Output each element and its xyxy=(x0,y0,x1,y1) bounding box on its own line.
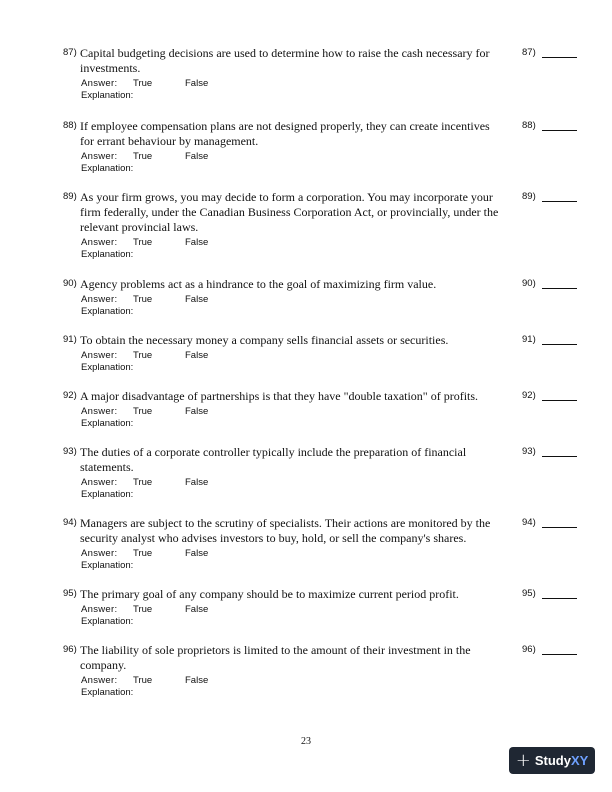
explanation-label: Explanation: xyxy=(81,90,134,101)
blank-line[interactable] xyxy=(542,47,577,58)
studyxy-logo[interactable] xyxy=(509,747,595,774)
question-text: Capital budgeting decisions are used to determine how to raise the cash necessary for investments. xyxy=(80,46,490,75)
option-false[interactable]: False xyxy=(185,548,209,559)
page-number: 23 xyxy=(301,736,311,747)
question-88 xyxy=(63,119,583,175)
answer-row xyxy=(81,604,583,616)
option-true[interactable]: True xyxy=(133,294,153,305)
option-true[interactable]: True xyxy=(133,406,153,417)
explanation-label: Explanation: xyxy=(81,418,134,429)
answer-row xyxy=(81,675,583,687)
question-text: The duties of a corporate controller typically include the preparation of financial statements. xyxy=(80,445,467,474)
blank-line[interactable] xyxy=(542,644,577,655)
question-94 xyxy=(63,516,583,572)
answer-row xyxy=(81,294,583,306)
answer-blank[interactable] xyxy=(522,390,577,401)
answer-label: Answer: xyxy=(81,78,118,89)
answer-blank[interactable] xyxy=(522,517,577,528)
option-false[interactable]: False xyxy=(185,477,209,488)
option-false[interactable]: False xyxy=(185,294,209,305)
option-true[interactable]: True xyxy=(133,548,153,559)
question-92 xyxy=(63,389,583,430)
blank-line[interactable] xyxy=(542,390,577,401)
blank-number: 95) xyxy=(522,588,536,599)
answer-label: Answer: xyxy=(81,151,118,162)
blank-number: 92) xyxy=(522,390,536,401)
question-number: 88) xyxy=(63,120,77,131)
answer-blank[interactable] xyxy=(522,644,577,655)
option-false[interactable]: False xyxy=(185,406,209,417)
question-number: 91) xyxy=(63,334,77,345)
blank-number: 93) xyxy=(522,446,536,457)
explanation-label: Explanation: xyxy=(81,362,134,373)
blank-line[interactable] xyxy=(542,191,577,202)
answer-blank[interactable] xyxy=(522,278,577,289)
blank-number: 89) xyxy=(522,191,536,202)
answer-label: Answer: xyxy=(81,406,118,417)
question-text: Agency problems act as a hindrance to the goal of maximizing firm value. xyxy=(80,277,437,291)
explanation-label: Explanation: xyxy=(81,616,134,627)
answer-row xyxy=(81,477,583,489)
question-93 xyxy=(63,445,583,501)
answer-label: Answer: xyxy=(81,477,118,488)
answer-row xyxy=(81,237,583,249)
question-text: As your firm grows, you may decide to form a corporation. You may incorporate your firm federally, under the Canadian Business Corporation Act, or provincially, under the relevant provincial laws. xyxy=(80,190,499,234)
question-89 xyxy=(63,190,583,261)
question-96 xyxy=(63,643,583,699)
blank-number: 96) xyxy=(522,644,536,655)
blank-line[interactable] xyxy=(542,517,577,528)
explanation-label: Explanation: xyxy=(81,560,134,571)
question-text: The primary goal of any company should be to maximize current period profit. xyxy=(80,587,459,601)
question-number: 93) xyxy=(63,446,77,457)
blank-line[interactable] xyxy=(542,334,577,345)
explanation-label: Explanation: xyxy=(81,687,134,698)
option-true[interactable]: True xyxy=(133,604,153,615)
plus-icon: + xyxy=(515,749,531,771)
blank-number: 90) xyxy=(522,278,536,289)
question-text: Managers are subject to the scrutiny of specialists. Their actions are monitored by the security analyst who advises investors to buy, hold, or sell the company's shares. xyxy=(80,516,491,545)
answer-row xyxy=(81,151,583,163)
answer-label: Answer: xyxy=(81,604,118,615)
blank-number: 91) xyxy=(522,334,536,345)
question-number: 95) xyxy=(63,588,77,599)
blank-line[interactable] xyxy=(542,446,577,457)
option-true[interactable]: True xyxy=(133,237,153,248)
answer-row xyxy=(81,548,583,560)
explanation-label: Explanation: xyxy=(81,306,134,317)
answer-blank[interactable] xyxy=(522,446,577,457)
question-number: 92) xyxy=(63,390,77,401)
answer-row xyxy=(81,406,583,418)
option-false[interactable]: False xyxy=(185,350,209,361)
option-false[interactable]: False xyxy=(185,604,209,615)
blank-number: 88) xyxy=(522,120,536,131)
blank-number: 94) xyxy=(522,517,536,528)
answer-label: Answer: xyxy=(81,548,118,559)
answer-label: Answer: xyxy=(81,350,118,361)
answer-label: Answer: xyxy=(81,294,118,305)
answer-blank[interactable] xyxy=(522,120,577,131)
option-false[interactable]: False xyxy=(185,675,209,686)
question-number: 96) xyxy=(63,644,77,655)
option-false[interactable]: False xyxy=(185,151,209,162)
answer-label: Answer: xyxy=(81,675,118,686)
option-true[interactable]: True xyxy=(133,350,153,361)
question-91 xyxy=(63,333,583,374)
question-number: 90) xyxy=(63,278,77,289)
question-87 xyxy=(63,46,583,102)
blank-line[interactable] xyxy=(542,120,577,131)
answer-row xyxy=(81,78,583,90)
answer-row xyxy=(81,350,583,362)
question-text: To obtain the necessary money a company sells financial assets or securities. xyxy=(80,333,449,347)
question-text: A major disadvantage of partnerships is that they have "double taxation" of profits. xyxy=(80,389,479,403)
option-false[interactable]: False xyxy=(185,237,209,248)
option-true[interactable]: True xyxy=(133,675,153,686)
question-90 xyxy=(63,277,583,318)
answer-blank[interactable] xyxy=(522,334,577,345)
option-true[interactable]: True xyxy=(133,477,153,488)
option-false[interactable]: False xyxy=(185,78,209,89)
blank-line[interactable] xyxy=(542,588,577,599)
explanation-label: Explanation: xyxy=(81,489,134,500)
option-true[interactable]: True xyxy=(133,151,153,162)
answer-label: Answer: xyxy=(81,237,118,248)
answer-blank[interactable] xyxy=(522,47,577,58)
option-true[interactable]: True xyxy=(133,78,153,89)
question-text: The liability of sole proprietors is limited to the amount of their investment in the company. xyxy=(80,643,471,672)
explanation-label: Explanation: xyxy=(81,249,134,260)
question-text: If employee compensation plans are not designed properly, they can create incentives for errant behaviour by management. xyxy=(80,119,490,148)
question-95 xyxy=(63,587,583,628)
explanation-label: Explanation: xyxy=(81,163,134,174)
answer-blank[interactable] xyxy=(522,191,577,202)
question-number: 94) xyxy=(63,517,77,528)
answer-blank[interactable] xyxy=(522,588,577,599)
question-number: 87) xyxy=(63,47,77,58)
logo-text: StudyXY xyxy=(534,753,589,768)
blank-line[interactable] xyxy=(542,278,577,289)
question-number: 89) xyxy=(63,191,77,202)
blank-number: 87) xyxy=(522,47,536,58)
